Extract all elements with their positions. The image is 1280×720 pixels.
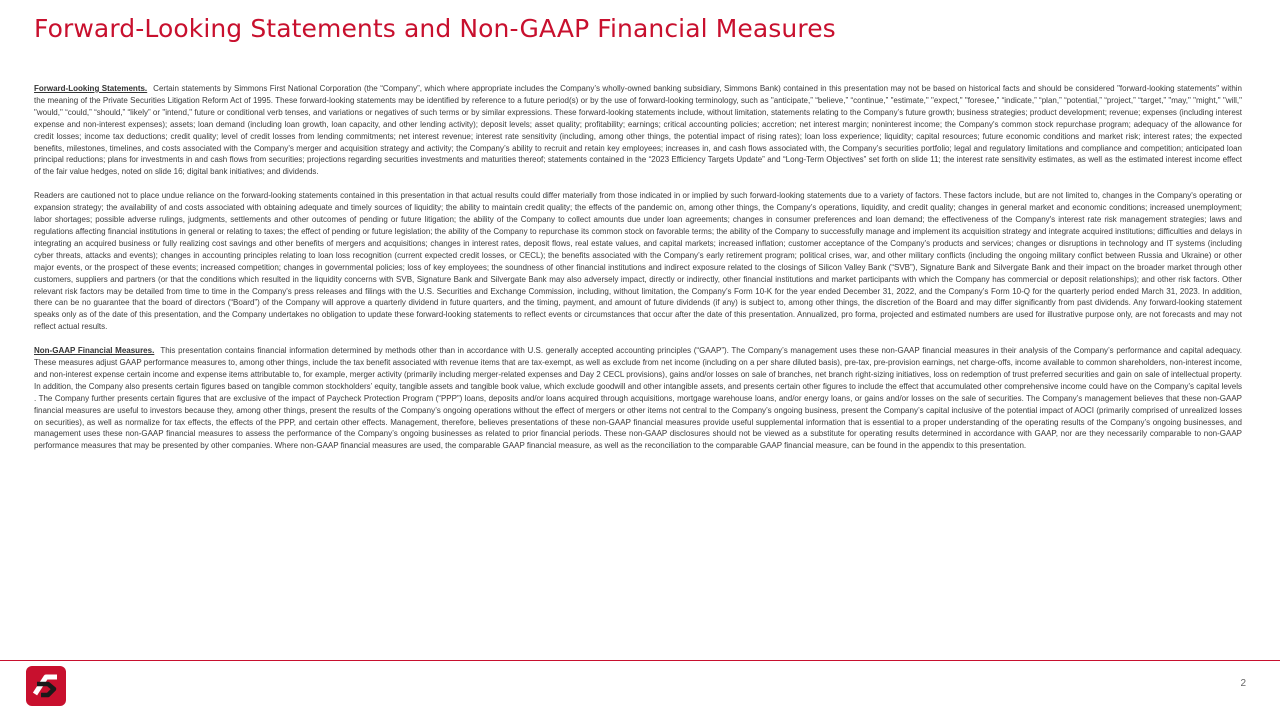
footer-divider (0, 660, 1280, 661)
non-gaap-paragraph (34, 345, 1242, 452)
forward-looking-text: Certain statements by Simmons First National Corporation (the “Company”, which where appropriate includes the Company’s wholly-owned banking subsidiary, Simmons Bank) contained in this presentation may not be based on historical facts and should be considered "forward-looking statements" within the meaning of the Private Securities Litigation Reform Act of 1995. These forward-looking statements may be identified by reference to a future period(s) or by the use of forward-looking terminology, such as "anticipate,” “believe,” “continue,” "estimate," "expect," "foresee,” “indicate,” “plan,” “potential,” “project,” “target,” "may," "might," "will," "would," “could,” “should,” “likely” or "intend," future or conditional verb tenses, and variations or negatives of such terms or by similar expressions. These forward-looking statements include, without limitation, statements relating to the Company’s future growth; business strategies; product development; revenue; expenses (including interest expense and non-interest expenses); assets; loan demand (including loan growth, loan capacity, and other lending activity); deposit levels; asset quality; profitability; earnings; critical accounting policies; accretion; net interest margin; noninterest income; the Company's common stock repurchase program; adequacy of the allowance for credit losses; income tax deductions; credit quality; level of credit losses from lending commitments; net interest revenue; interest rate sensitivity (including, among other things, the potential impact of rising rates); loan loss experience; liquidity; capital resources; future economic conditions and market risk; interest rates; the expected benefits, milestones, timelines, and costs associated with the Company’s merger and acquisition strategy and activity; the Company’s ability to recruit and retain key employees; increases in, and cash flows associated with, the Company’s securities portfolio; legal and regulatory limitations and compliance and competition; anticipated loan principal reductions; plans for investments in and cash flows from securities; projections regarding securities investments and maturities thereof; statements contained in the “2023 Efficiency Targets Update” and “Long-Term Objectives” set forth on slide 11; the interest rate sensitivity estimates, as well as the estimated interest income effect of the fair value hedges, noted on slide 16; digital bank initiatives; and dividends. (34, 84, 1242, 177)
forward-looking-paragraph (34, 83, 1242, 178)
simmons-logo-icon (24, 664, 68, 708)
forward-looking-heading: Forward-Looking Statements. (34, 84, 148, 93)
non-gaap-text: This presentation contains financial information determined by methods other than in accordance with U.S. generally accepted accounting principles (“GAAP”). The Company’s management uses these non-GAAP financial measures in their analysis of the Company’s performance and capital adequacy. These measures adjust GAAP performance measures to, among other things, include the tax benefit associated with revenue items that are tax-exempt, as well as exclude from net income (including on a per share diluted basis), pre-tax, pre-provision earnings, net charge-offs, income available to common shareholders, non-interest income, and non-interest expense certain income and expense items attributable to, for example, merger activity (primarily including merger-related expenses and Day 2 CECL provisions), gains and/or losses on sale of branches, net branch right-sizing initiatives, loss on redemption of trust preferred securities and gain on sale of intellectual property. In addition, the Company also presents certain figures based on tangible common stockholders’ equity, tangible assets and tangible book value, which exclude goodwill and other intangible assets, and presents certain other figures to include the effect that accumulated other comprehensive income could have on the Company’s capital levels . The Company further presents certain figures that are exclusive of the impact of Paycheck Protection Program (“PPP”) loans, deposits and/or loans acquired through acquisitions, mortgage warehouse loans, and/or energy loans, or gains and/or losses on the sale of securities. The Company’s management believes that these non-GAAP financial measures are useful to investors because they, among other things, present the results of the Company’s ongoing operations without the effect of mergers or other items not central to the Company’s ongoing business, present the Company’s capital inclusive of the potential impact of AOCI (primarily comprised of unrealized losses on securities), as well as normalize for tax effects, the effects of the PPP, and certain other effects. Management, therefore, believes presentations of these non-GAAP financial measures provide useful supplemental information that is essential to a proper understanding of the operating results of the Company’s ongoing businesses, and management uses these non-GAAP financial measures to assess the performance of the Company’s ongoing businesses as related to prior financial periods. These non-GAAP disclosures should not be viewed as a substitute for operating results determined in accordance with GAAP, nor are they necessarily comparable to non-GAAP performance measures that may be presented by other companies. Where non-GAAP financial measures are used, the comparable GAAP financial measure, as well as the reconciliation to the comparable GAAP financial measure, can be found in the appendix to this presentation. (34, 346, 1243, 451)
page-number: 2 (1240, 678, 1246, 689)
risk-factors-paragraph: Readers are cautioned not to place undue reliance on the forward-looking statements contained in this presentation in that actual results could differ materially from those indicated in or implied by such forward-looking statements due to a variety of factors. These factors include, but are not limited to, changes in the Company's operating or expansion strategy; the availability of and costs associated with obtaining adequate and timely sources of liquidity; the ability to maintain credit quality; the effects of the pandemic on, among other things, the Company’s operations, liquidity, and credit quality; changes in general market and economic conditions; increased unemployment; labor shortages; possible adverse rulings, judgments, settlements and other outcomes of pending or future litigation; the ability of the Company to collect amounts due under loan agreements; changes in consumer preferences and loan demand; the effectiveness of the Company's interest rate risk management strategies; laws and regulations affecting financial institutions in general or relating to taxes; the effect of pending or future legislation; the ability of the Company to repurchase its common stock on favorable terms; the ability of the Company to successfully manage and implement its acquisition strategy and integrate acquired institutions; difficulties and delays in integrating an acquired business or fully realizing cost savings and other benefits of mergers and acquisitions; changes in interest rates, deposit flows, real estate values, and capital markets; increased inflation; customer acceptance of the Company's products and services; changes or disruptions in technology and IT systems (including cyber threats, attacks and events); changes in accounting principles relating to loan loss recognition (current expected credit losses, or CECL); the benefits associated with the Company’s early retirement program; political crises, war, and other military conflicts (including the ongoing military conflict between Russia and Ukraine) or other major events, or the prospect of these events; increased competition; changes in governmental policies; loss of key employees; the soundness of other financial institutions and indirect exposure related to the closings of Silicon Valley Bank (“SVB”), Signature Bank and Silvergate Bank and their impact on the broader market through other customers, suppliers and partners (or that the conditions which resulted in the liquidity concerns with SVB, Signature Bank and Silvergate Bank may also adversely impact, directly or indirectly, other financial institutions and market participants with which the Company has commercial or deposit relationships); and other risk factors. Other relevant risk factors may be detailed from time to time in the Company's press releases and filings with the U.S. Securities and Exchange Commission, including, without limitation, the Company’s Form 10-K for the year ended December 31, 2022, and the Company’s Form 10-Q for the quarterly period ended March 31, 2023. In addition, there can be no guarantee that the board of directors (“Board”) of the Company will approve a quarterly dividend in future quarters, and the timing, payment, and amount of future dividends (if any) is subject to, among other things, the discretion of the Board and may differ significantly from past dividends. Any forward-looking statement speaks only as of the date of this presentation, and the Company undertakes no obligation to update these forward-looking statements to reflect events or circumstances that occur after the date of this presentation. Annualized, pro forma, projected and estimated numbers are used for illustrative purpose only, are not forecasts and may not reflect actual results. (34, 191, 1242, 332)
page-title: Forward-Looking Statements and Non-GAAP Financial Measures (34, 14, 836, 43)
disclaimer-body (34, 83, 1242, 464)
non-gaap-heading: Non-GAAP Financial Measures. (34, 346, 155, 356)
